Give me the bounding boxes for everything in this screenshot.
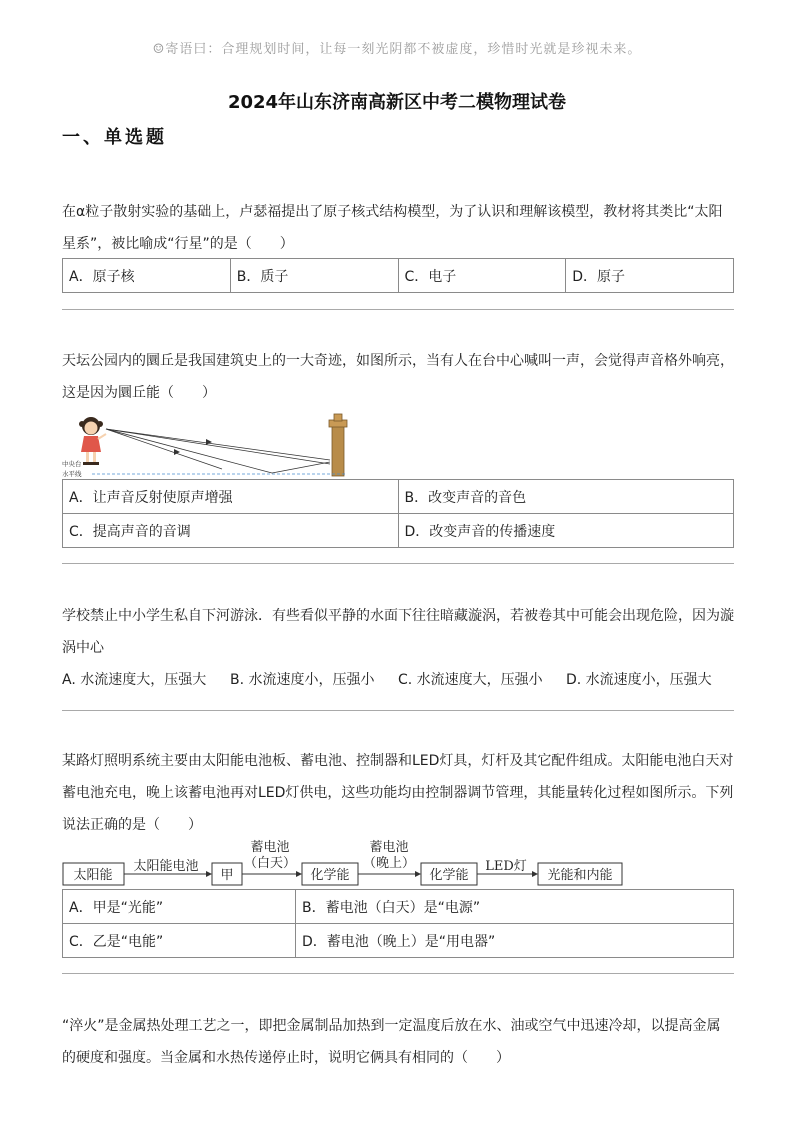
q2-option-b[interactable]: B．改变声音的音色 [398, 480, 734, 514]
question-4-line-1: 某路灯照明系统主要由太阳能电池板、蓄电池、控制器和LED灯具，灯杆及其它配件组成。太阳能电池白天对 [62, 753, 734, 769]
figure-label-center: 中央台 [62, 460, 82, 468]
q1-option-d[interactable]: D．原子 [566, 259, 734, 293]
arrow4-label: LED灯 [485, 859, 527, 874]
divider [62, 309, 734, 310]
question-1-line-2: 星系”，被比喻成“行星”的是（ ） [62, 236, 294, 252]
q2-option-d[interactable]: D．改变声音的传播速度 [398, 514, 734, 548]
question-1-line-1: 在α粒子散射实验的基础上，卢瑟福提出了原子核式结构模型，为了认识和理解该模型，教材将其类比“太阳 [62, 204, 723, 220]
divider [62, 563, 734, 564]
arrowhead-2 [296, 871, 302, 877]
question-3-line-2: 涡中心 [62, 640, 104, 656]
question-5-line-1: “淬火”是金属热处理工艺之一，即把金属制品加热到一定温度后放在水、油或空气中迅速冷却，以提高金属 [62, 1018, 721, 1034]
q4-option-b[interactable]: B．蓄电池（白天）是“电源” [296, 890, 734, 924]
section-heading: 一、单选题 [62, 127, 167, 148]
arrowhead-4 [532, 871, 538, 877]
arrow3-label-1: 蓄电池 [369, 840, 409, 855]
question-2-options [62, 479, 734, 548]
box5-label: 光能和内能 [547, 868, 613, 883]
railing-pillar [329, 414, 347, 476]
question-4-line-3: 说法正确的是（ ） [62, 817, 202, 833]
q1-option-c[interactable]: C．电子 [398, 259, 566, 293]
q3-option-d[interactable]: D. 水流速度小，压强大 [566, 672, 712, 688]
arrow2-label-2: （白天） [243, 856, 297, 871]
exam-title: 2024年山东济南高新区中考二模物理试卷 [227, 92, 567, 113]
q2-option-c[interactable]: C．提高声音的音调 [63, 514, 399, 548]
question-2-line-1: 天坛公园内的圜丘是我国建筑史上的一大奇迹，如图所示，当有人在台中心喊叫一声，会觉得声音格外响亮， [62, 353, 734, 369]
question-1-options [62, 258, 734, 293]
echo-figure [62, 412, 352, 480]
energy-flow-diagram [62, 836, 634, 888]
divider [62, 973, 734, 974]
arrow1-label: 太阳能电池 [133, 859, 199, 874]
question-1-stem [62, 196, 734, 260]
arrow3-label-2: （晚上） [362, 856, 416, 871]
ray-arrow [206, 439, 212, 445]
q3-option-b[interactable]: B. 水流速度小，压强小 [230, 672, 375, 688]
question-4-line-2: 蓄电池充电，晚上该蓄电池再对LED灯供电，这些功能均由控制器调节管理，其能量转化过程如图所示。下列 [62, 785, 734, 801]
q3-option-c[interactable]: C. 水流速度大，压强小 [398, 672, 543, 688]
question-5-stem [62, 1010, 734, 1074]
box2-label: 甲 [220, 868, 234, 883]
divider [62, 710, 734, 711]
question-4-stem [62, 745, 734, 841]
question-3-line-1: 学校禁止中小学生私自下河游泳．有些看似平静的水面下往往暗藏漩涡，若被卷其中可能会出现危险，因为漩 [62, 608, 734, 624]
arrowhead-1 [206, 871, 212, 877]
q1-option-a[interactable]: A．原子核 [63, 259, 231, 293]
question-2-line-2: 这是因为圜丘能（ ） [62, 385, 216, 401]
question-2-stem [62, 345, 734, 409]
question-5-line-2: 的硬度和强度。当金属和水热传递停止时，说明它俩具有相同的（ ） [62, 1050, 510, 1066]
motto-banner: ☺寄语曰：合理规划时间，让每一刻光阴都不被虚度，珍惜时光就是珍视未来。 [152, 42, 642, 57]
q4-option-c[interactable]: C．乙是“电能” [63, 924, 296, 958]
q1-option-b[interactable]: B．质子 [230, 259, 398, 293]
child-figure [79, 417, 106, 465]
question-4-options [62, 889, 734, 958]
sound-ray-lines [106, 429, 330, 473]
arrowhead-3 [415, 871, 421, 877]
q3-option-a[interactable]: A. 水流速度大，压强大 [62, 672, 207, 688]
box1-label: 太阳能 [73, 868, 113, 883]
question-3-stem [62, 600, 734, 664]
box3-label: 化学能 [310, 868, 350, 883]
box4-label: 化学能 [429, 868, 469, 883]
q4-option-a[interactable]: A．甲是“光能” [63, 890, 296, 924]
q4-option-d[interactable]: D．蓄电池（晚上）是“用电器” [296, 924, 734, 958]
figure-label-horizontal: 水平线 [62, 470, 82, 478]
q2-option-a[interactable]: A．让声音反射使原声增强 [63, 480, 399, 514]
arrow2-label-1: 蓄电池 [250, 840, 290, 855]
